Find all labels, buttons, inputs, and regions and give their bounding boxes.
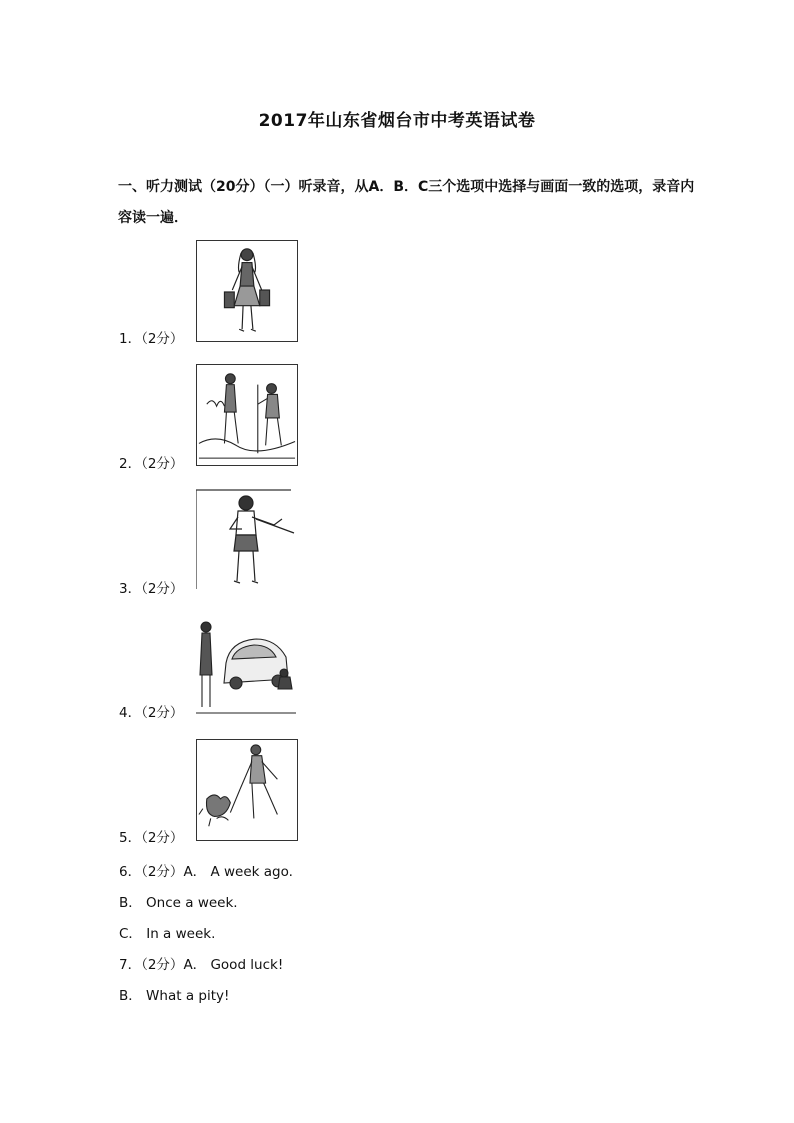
man-walking-dog-image	[196, 739, 298, 841]
question-6-line-a	[119, 863, 293, 881]
question-3-label: 3．（2分）	[119, 581, 184, 597]
boy-playing-violin-image	[196, 489, 298, 591]
page-title: 2017年山东省烟台市中考英语试卷	[258, 111, 536, 131]
people-hiking-mountain-image	[196, 364, 298, 466]
question-6-option-b: B． Once a week.	[119, 895, 238, 911]
question-6-option-a: A． A week ago.	[183, 864, 293, 880]
people-washing-car-image	[196, 613, 298, 715]
question-4-label: 4．（2分）	[119, 705, 184, 721]
question-2-label: 2．（2分）	[119, 456, 184, 472]
question-7-line-a	[119, 956, 283, 974]
question-7-option-b: B． What a pity!	[119, 988, 230, 1004]
question-6-prefix: 6．（2分）	[119, 864, 184, 880]
question-5-label: 5．（2分）	[119, 830, 184, 846]
question-6-option-c: C． In a week.	[119, 926, 216, 942]
question-7-option-a: A． Good luck!	[183, 957, 284, 973]
section-heading: 一、听力测试（20分）（一）听录音，从A．B．C三个选项中选择与画面一致的选项，录音内容读一遍．	[118, 179, 695, 226]
question-1-label: 1．（2分）	[119, 331, 184, 347]
question-7-prefix: 7．（2分）	[119, 957, 184, 973]
girl-with-shopping-bags-image	[196, 240, 298, 342]
